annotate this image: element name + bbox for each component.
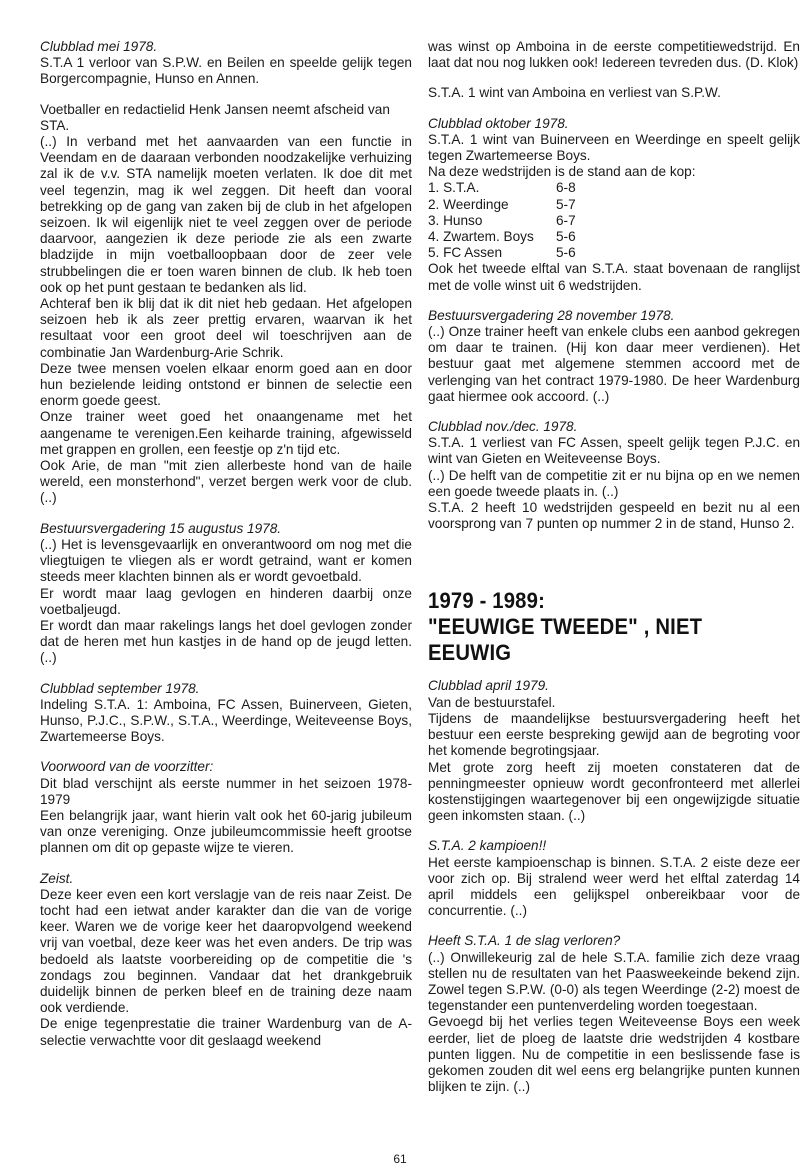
- article-block: [40, 521, 412, 667]
- paragraph: S.T.A. 2 heeft 10 wedstrijden gespeeld en bezit nu al een voorsprong van 7 punten op nummer 2 in de stand, Hunso 2.: [428, 500, 800, 532]
- section-heading: Heeft S.T.A. 1 de slag verloren?: [428, 933, 621, 949]
- team-name: 5. FC Assen: [428, 245, 503, 261]
- page-number: 61: [393, 1152, 407, 1166]
- article-block: [40, 39, 412, 88]
- paragraph: (..) Onwillekeurig zal de hele S.T.A. familie zich deze vraag stellen nu de resultaten van het Paasweekeinde bekend zijn. Zowel tegen S.P.W. (0-0) als tegen Weerdinge (2-2) moest de tegenstander een puntenverdeling worden toegestaan.: [428, 949, 800, 1014]
- chapter-title-subtitle: "EEUWIGE TWEEDE" , NIET EEUWIG: [428, 614, 703, 666]
- paragraph: Indeling S.T.A. 1: Amboina, FC Assen, Buinerveen, Gieten, Hunso, P.J.C., S.P.W., S.T.A., Weerdinge, Weiteveense Boys, Zwartemeerse Boys.: [40, 696, 412, 745]
- section-heading: Bestuursvergadering 15 augustus 1978.: [40, 520, 282, 536]
- paragraph: Ook het tweede elftal van S.T.A. staat bovenaan de ranglijst met de volle winst uit 6 wedstrijden.: [428, 261, 800, 293]
- standings-table: [428, 180, 648, 261]
- team-name: 2. Weerdinge: [428, 196, 509, 212]
- section-heading: Clubblad mei 1978.: [40, 39, 158, 54]
- section-heading: Clubblad nov./dec. 1978.: [428, 419, 578, 435]
- left-column: [40, 39, 412, 1049]
- team-score: 5-6: [556, 245, 576, 261]
- article-block: [428, 678, 800, 824]
- standings-row: [428, 229, 648, 245]
- article-block: [428, 308, 800, 405]
- paragraph: S.T.A. 1 wint van Amboina en verliest van S.P.W.: [428, 85, 721, 101]
- paragraph: S.T.A. 1 wint van Buinerveen en Weerdinge en speelt gelijk tegen Zwartemeerse Boys.: [428, 131, 800, 164]
- paragraph: Deze keer even een kort verslagje van de reis naar Zeist. De tocht had een ietwat ander karakter dan die van de vorige keer. Waren we de vorige keer het daaropvolgend weekend vrij van voetbal, deze keer was het even anders. De trip was bedoeld als laatste voorbereiding op de competitie die 's zondags zou beginnen. Vandaar dat het drankgebruik duidelijk binnen de perken bleef en de training deze naam ook verdiende.: [40, 886, 412, 1016]
- paragraph: Deze twee mensen voelen elkaar enorm goed aan en door hun bezielende leiding ontstond er binnen de selectie een enorm goede geest.: [40, 360, 412, 409]
- team-name: 1. S.T.A.: [428, 180, 480, 196]
- section-heading: S.T.A. 2 kampioen!!: [428, 838, 547, 854]
- section-heading: Voorwoord van de voorzitter:: [40, 759, 214, 775]
- article-block: [428, 933, 800, 1095]
- paragraph: Van de bestuurstafel.: [428, 694, 556, 710]
- article-block: [40, 759, 412, 856]
- section-heading: Bestuursvergadering 28 november 1978.: [428, 307, 675, 323]
- section-heading: Clubblad oktober 1978.: [428, 115, 569, 131]
- team-score: 6-8: [556, 180, 576, 196]
- paragraph: Na deze wedstrijden is de stand aan de kop:: [428, 164, 696, 180]
- paragraph: Tijdens de maandelijkse bestuursvergadering heeft het bestuur een eerste bespreking gewijd aan de begroting voor het komende begrotingsjaar.: [428, 710, 800, 759]
- paragraph: was winst op Amboina in de eerste competitiewedstrijd. En laat dat nou nog lukken ook! Iedereen tevreden dus. (D. Klok): [428, 39, 800, 71]
- paragraph: De enige tegenprestatie die trainer Wardenburg van de A-selectie verwachtte voor dit geslaagd weekend: [40, 1016, 412, 1048]
- article-block: [428, 85, 800, 101]
- article-block: [428, 39, 800, 71]
- paragraph: Met grote zorg heeft zij moeten constateren dat de penningmeester opnieuw wordt geconfronteerd met allerlei kostenstijgingen waartegenover bij een ongewijzigde situatie geen inkomsten staan. (..): [428, 759, 800, 824]
- paragraph: Achteraf ben ik blij dat ik dit niet heb gedaan. Het afgelopen seizoen heb ik als zeer prettig ervaren, waarvan ik het resultaat voor een groot deel wil toeschrijven aan de combinatie Jan Wardenburg-Arie Schrik.: [40, 296, 412, 360]
- article-block: [428, 116, 800, 294]
- article-block: [428, 838, 800, 919]
- paragraph: (..) Onze trainer heeft van enkele clubs een aanbod gekregen om daar te trainen. (Hij kon daar meer verdienen). Het bestuur gaat met algemene stemmen accoord met de verlenging van het contract 1979-1980. De heer Wardenburg gaat hiermee ook accoord. (..): [428, 324, 800, 404]
- paragraph: Dit blad verschijnt als eerste nummer in het seizoen 1978-1979: [40, 775, 412, 807]
- paragraph: Onze trainer weet goed het onaangename met het aangename te verenigen.Een keiharde training, afgewisseld met grappen en grollen, een feestje op z'n tijd etc.: [40, 409, 412, 457]
- standings-row: [428, 180, 648, 196]
- article-block: [428, 419, 800, 532]
- article-block: [40, 102, 412, 507]
- article-block: [40, 871, 412, 1049]
- section-heading: Zeist.: [40, 870, 74, 886]
- team-score: 5-6: [556, 229, 576, 245]
- paragraph: (..) De helft van de competitie zit er nu bijna op en we nemen een goede tweede plaats in. (..): [428, 467, 800, 499]
- paragraph: Voetballer en redactielid Henk Jansen neemt afscheid van STA.: [40, 101, 390, 133]
- paragraph: Er wordt dan maar rakelings langs het doel gevlogen zonder dat de heren met hun kastjes in de hand op de jeugd letten. (..): [40, 617, 412, 666]
- chapter-title-years: 1979 - 1989:: [428, 588, 545, 614]
- paragraph: Een belangrijk jaar, want hierin valt ook het 60-jarig jubileum van onze vereniging. Onze jubileumcommissie heeft grootse plannen om dit op gepaste wijze te vieren.: [40, 807, 412, 856]
- right-column: [428, 39, 800, 1095]
- paragraph: (..) In verband met het aanvaarden van een functie in Veendam en de daaraan verbonden noodzakelijke verhuizing zal ik de v.v. STA namelijk moeten verlaten. Ik doe dit met veel tegenzin, mag ik wel zeggen. Dit heeft dan vooral betrekking op de gang van zaken bij de club in het afgelopen seizoen. Ik wil eigenlijk niet te veel zeggen over de periode daarvoor, aangezien ik deze periode zie als een zwarte bladzijde in mijn voetballoopbaan door de zeer vele strubbelingen die er toen waren binnen de club. Ik heb toen ook op het punt gestaan te bedanken als lid.: [40, 134, 412, 295]
- standings-row: [428, 197, 648, 213]
- team-name: 3. Hunso: [428, 212, 483, 228]
- chapter-title: [428, 588, 770, 666]
- article-block: [40, 681, 412, 746]
- paragraph: Er wordt maar laag gevlogen en hinderen daarbij onze voetbaljeugd.: [40, 585, 412, 617]
- paragraph: S.T.A. 1 verliest van FC Assen, speelt gelijk tegen P.J.C. en wint van Gieten en Weiteveense Boys.: [428, 435, 800, 467]
- team-score: 6-7: [556, 212, 576, 228]
- section-heading: Clubblad april 1979.: [428, 678, 549, 694]
- paragraph: Het eerste kampioenschap is binnen. S.T.A. 2 eiste deze eer voor zich op. Bij stralend weer werd het elftal zaterdag 14 april middels een gelijkspel onbereikbaar voor de concurrentie. (..): [428, 854, 800, 919]
- standings-row: [428, 213, 648, 229]
- section-heading: Clubblad september 1978.: [40, 680, 200, 696]
- paragraph: S.T.A 1 verloor van S.P.W. en Beilen en speelde gelijk tegen Borgercompagnie, Hunso en Annen.: [40, 55, 412, 87]
- team-score: 5-7: [556, 196, 576, 212]
- paragraph: Ook Arie, de man "mit zien allerbeste hond van de haile wereld, een monsterhond", verzet bergen werk voor de club. (..): [40, 458, 412, 506]
- paragraph: (..) Het is levensgevaarlijk en onverantwoord om nog met die vliegtuigen te vliegen als er wordt getraind, want er komen steeds meer klachten binnen als er wordt gevoetbald.: [40, 536, 412, 585]
- paragraph: Gevoegd bij het verlies tegen Weiteveense Boys een week eerder, liet de ploeg de laatste drie wedstrijden 4 kostbare punten liggen. Nu de competitie in een beslissende fase is gekomen zouden dit wel eens erg belangrijke punten kunnen blijken te zijn. (..): [428, 1014, 800, 1095]
- team-name: 4. Zwartem. Boys: [428, 229, 534, 245]
- standings-row: [428, 245, 648, 261]
